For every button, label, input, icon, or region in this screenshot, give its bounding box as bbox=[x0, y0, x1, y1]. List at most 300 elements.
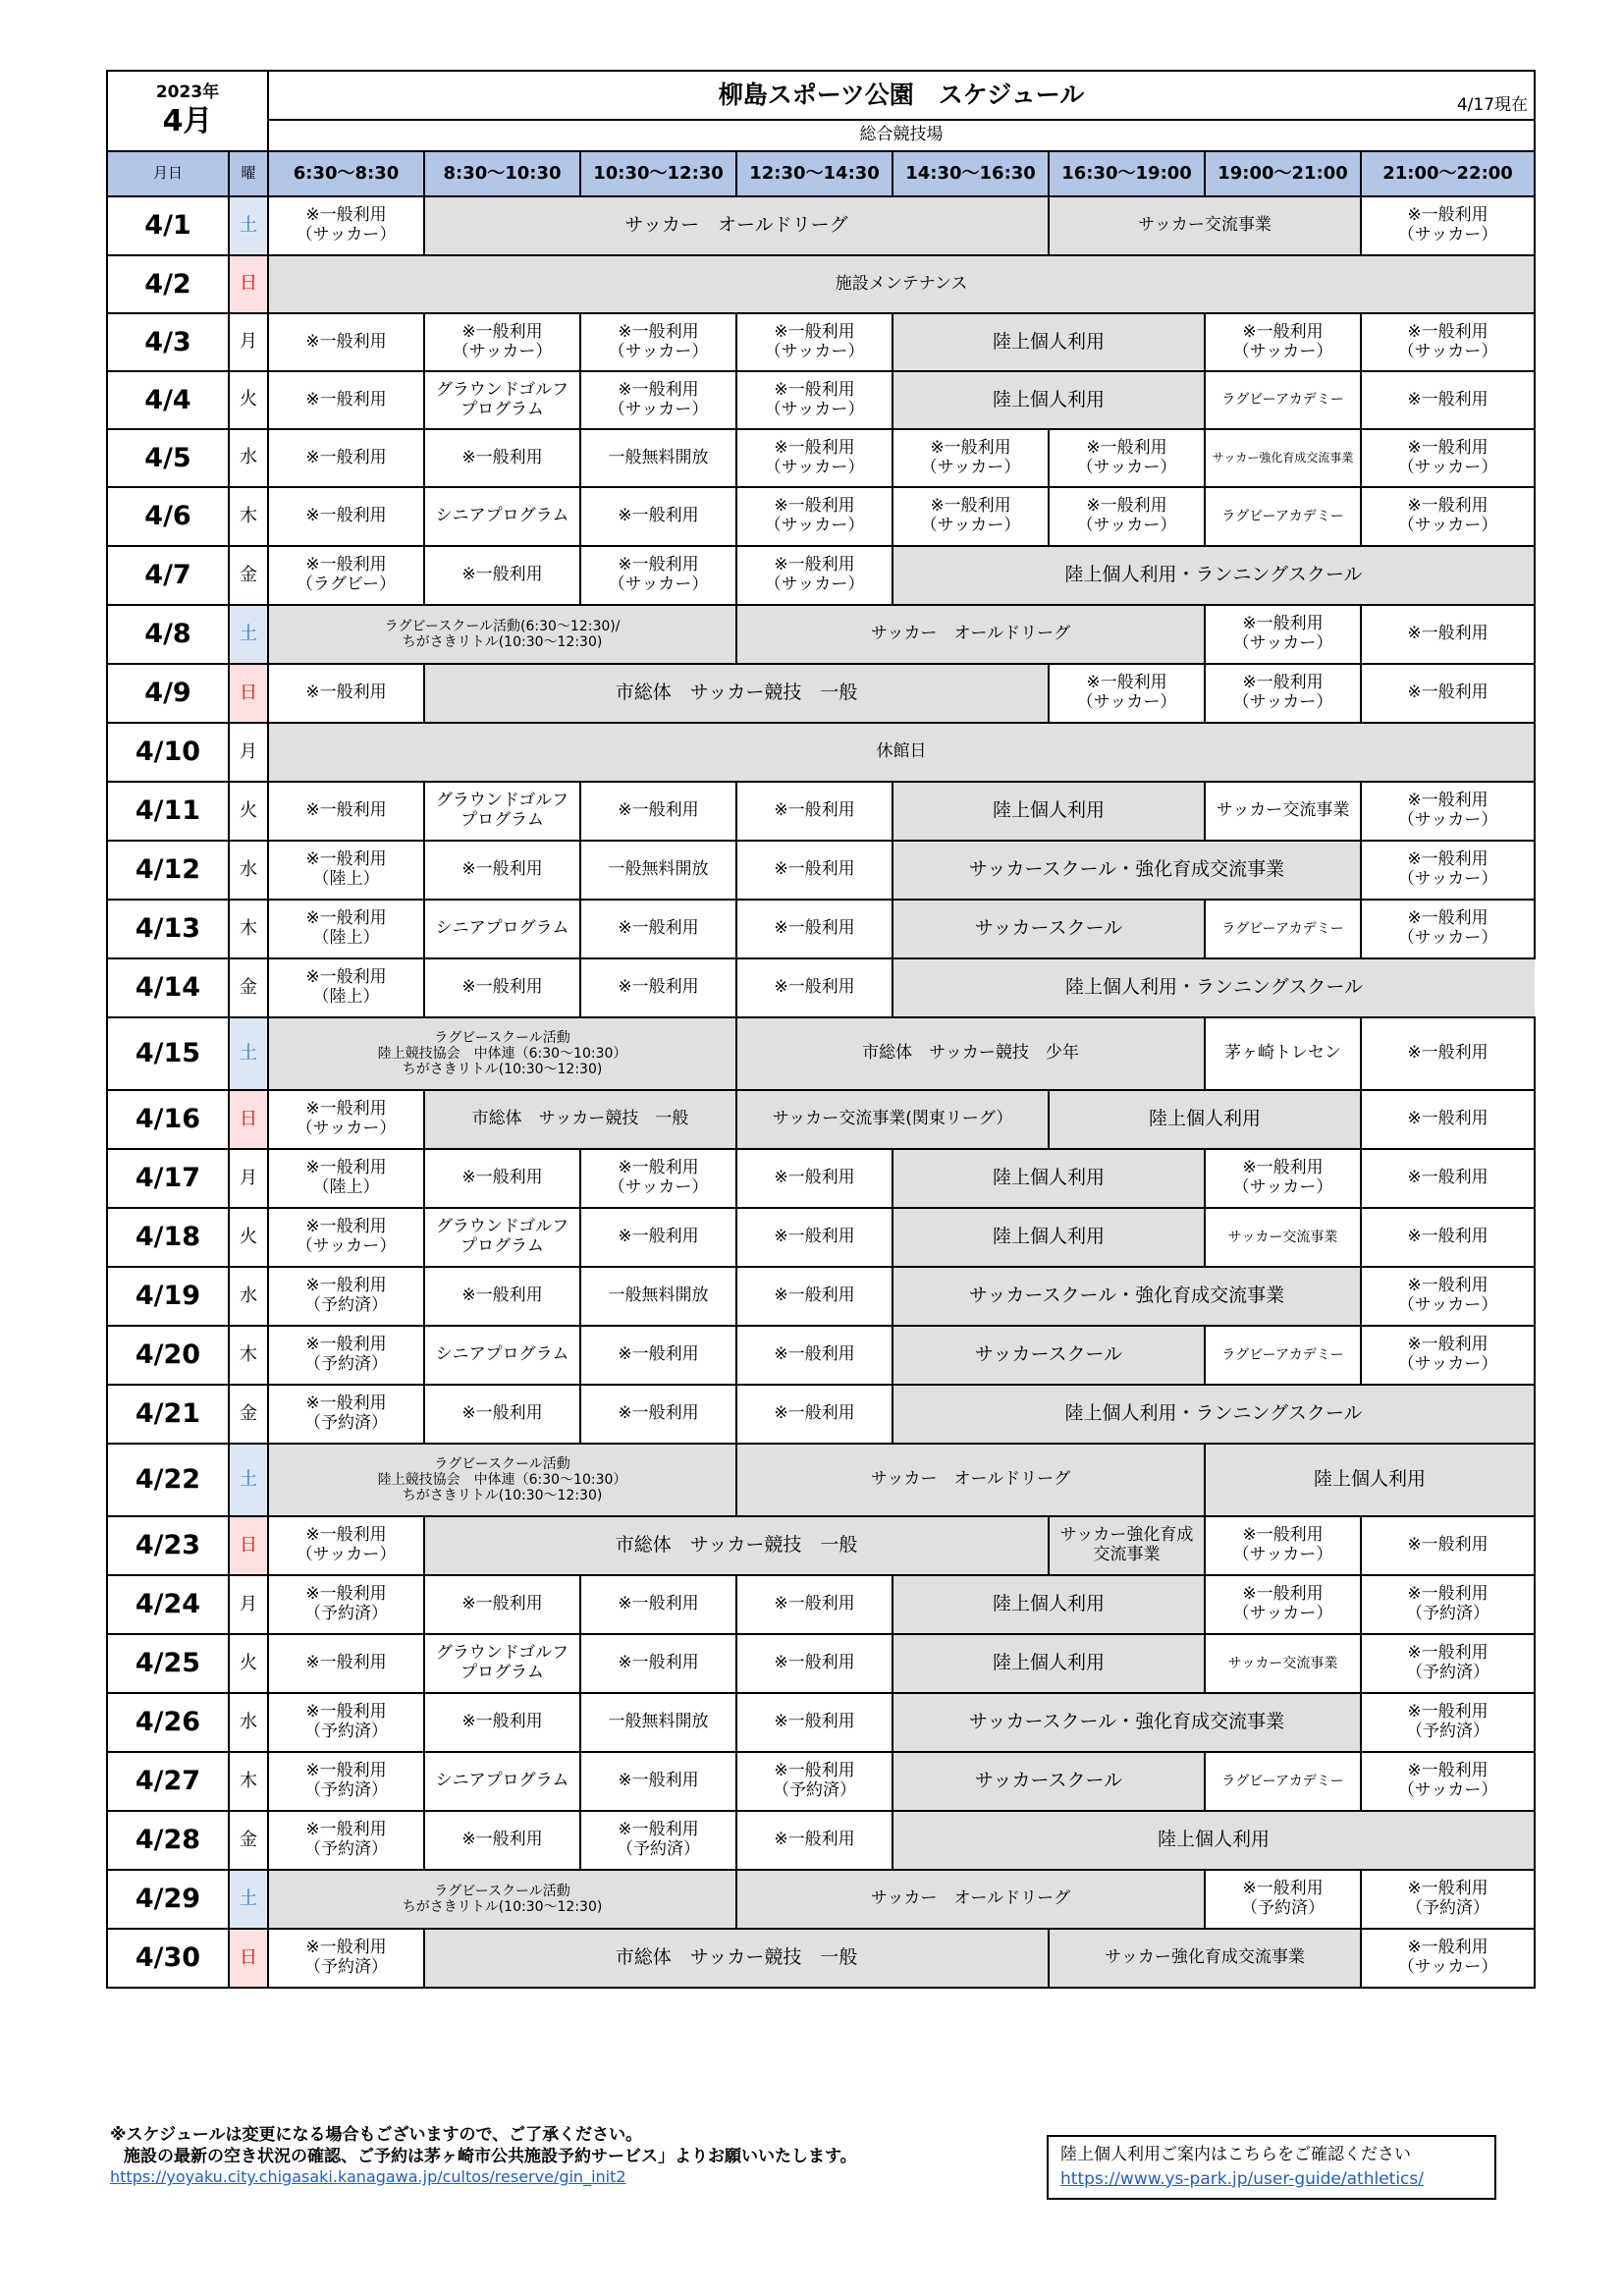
cell-text: ※一般利用 bbox=[618, 1158, 699, 1178]
schedule-cell bbox=[736, 1811, 893, 1870]
schedule-cell bbox=[268, 958, 424, 1017]
notes bbox=[110, 2124, 857, 2188]
schedule-cell bbox=[893, 1326, 1205, 1385]
cell-text: （予約済） bbox=[304, 1354, 389, 1374]
row-weekday: 日 bbox=[229, 255, 268, 313]
cell-text: ※一般利用 bbox=[618, 555, 699, 575]
schedule-cell bbox=[1205, 429, 1361, 487]
schedule-cell bbox=[1205, 313, 1361, 371]
schedule-cell bbox=[1361, 1090, 1535, 1149]
schedule-cell bbox=[893, 1149, 1205, 1208]
cell-text: （サッカー） bbox=[920, 516, 1021, 535]
row-date: 4/22 bbox=[107, 1444, 229, 1516]
cell-text: ※一般利用 bbox=[774, 1227, 855, 1247]
cell-text: （サッカー） bbox=[1232, 341, 1333, 361]
cell-text: ※一般利用 bbox=[305, 1276, 387, 1296]
cell-text: （予約済） bbox=[304, 1780, 389, 1800]
cell-text: （サッカー） bbox=[1397, 225, 1498, 245]
schedule-cell bbox=[268, 1929, 424, 1988]
schedule-cell bbox=[424, 1752, 580, 1811]
cell-text: サッカースクール bbox=[974, 917, 1123, 940]
cell-text: （予約済） bbox=[1406, 1898, 1490, 1918]
page-title bbox=[268, 71, 1535, 120]
cell-text: ※一般利用 bbox=[774, 1344, 855, 1365]
schedule-cell bbox=[736, 1693, 893, 1752]
schedule-cell bbox=[1361, 1575, 1535, 1634]
year-label: 2023年 bbox=[155, 82, 220, 102]
schedule-cell bbox=[736, 487, 893, 546]
cell-text: （サッカー） bbox=[296, 1545, 397, 1564]
cell-text: ※一般利用 bbox=[305, 555, 387, 575]
row-date: 4/1 bbox=[107, 196, 229, 255]
cell-text: プログラム bbox=[460, 1236, 544, 1256]
schedule-cell bbox=[268, 1208, 424, 1267]
schedule-cell bbox=[268, 841, 424, 900]
row-weekday: 月 bbox=[229, 1575, 268, 1634]
row-weekday: 水 bbox=[229, 1267, 268, 1326]
row-date: 4/4 bbox=[107, 371, 229, 429]
schedule-cell bbox=[268, 1149, 424, 1208]
cell-text: ※一般利用 bbox=[461, 859, 543, 880]
cell-text: サッカー交流事業(関東リーグ） bbox=[772, 1109, 1013, 1129]
row-date: 4/9 bbox=[107, 664, 229, 723]
cell-text: ラグビースクール活動(6:30～12:30)/ bbox=[384, 618, 621, 634]
cell-text: 陸上競技協会 中体連（6:30～10:30） bbox=[377, 1045, 627, 1062]
row-weekday: 火 bbox=[229, 782, 268, 841]
schedule-cell bbox=[268, 429, 424, 487]
schedule-cell bbox=[580, 487, 736, 546]
cell-text: 市総体 サッカー競技 一般 bbox=[615, 1946, 858, 1969]
cell-text: ※一般利用 bbox=[774, 859, 855, 880]
schedule-cell bbox=[580, 429, 736, 487]
schedule-cell bbox=[580, 900, 736, 958]
schedule-row bbox=[107, 196, 1535, 255]
cell-text: サッカー交流事業 bbox=[1138, 215, 1271, 236]
cell-text: ※一般利用 bbox=[1407, 1276, 1488, 1296]
schedule-cell bbox=[1205, 900, 1361, 958]
note-change-warning: ※スケジュールは変更になる場合もございますので、ご了承ください。 bbox=[110, 2125, 643, 2145]
schedule-cell bbox=[893, 1575, 1205, 1634]
schedule-cell bbox=[1205, 664, 1361, 723]
schedule-cell bbox=[424, 487, 580, 546]
cell-text: ※一般利用 bbox=[461, 1830, 543, 1850]
cell-text: ※一般利用 bbox=[618, 918, 699, 939]
row-date: 4/28 bbox=[107, 1811, 229, 1870]
cell-text: ※一般利用 bbox=[305, 967, 387, 988]
cell-text: サッカースクール・強化育成交流事業 bbox=[968, 858, 1285, 881]
cell-text: （サッカー） bbox=[1397, 928, 1498, 948]
schedule-cell bbox=[893, 1811, 1535, 1870]
cell-text: （サッカー） bbox=[608, 574, 709, 594]
schedule-cell bbox=[1205, 782, 1361, 841]
schedule-cell bbox=[580, 1149, 736, 1208]
cell-text: ※一般利用 bbox=[1407, 205, 1488, 226]
col-header-slot: 12:30～14:30 bbox=[736, 151, 893, 196]
schedule-cell bbox=[893, 1208, 1205, 1267]
schedule-cell bbox=[424, 196, 1049, 255]
cell-text: 一般無料開放 bbox=[608, 859, 709, 880]
row-weekday: 火 bbox=[229, 371, 268, 429]
cell-text: （陸上） bbox=[312, 928, 380, 948]
cell-text: 休館日 bbox=[876, 741, 927, 762]
cell-text: ※一般利用 bbox=[461, 1594, 543, 1614]
cell-text: ※一般利用 bbox=[1407, 1535, 1488, 1556]
col-header-slot: 6:30～8:30 bbox=[268, 151, 424, 196]
cell-text: （予約済） bbox=[304, 1604, 389, 1623]
cell-text: （予約済） bbox=[1241, 1898, 1325, 1918]
cell-text: ※一般利用 bbox=[618, 321, 699, 342]
row-weekday: 金 bbox=[229, 1811, 268, 1870]
cell-text: ※一般利用 bbox=[305, 447, 387, 467]
cell-text: ※一般利用 bbox=[618, 1820, 699, 1840]
schedule-cell bbox=[736, 1267, 893, 1326]
cell-text: ※一般利用 bbox=[305, 1335, 387, 1355]
cell-text: （予約済） bbox=[304, 1295, 389, 1315]
schedule-cell bbox=[268, 255, 1535, 313]
schedule-row bbox=[107, 1929, 1535, 1988]
cell-text: ラグビーアカデミー bbox=[1221, 508, 1344, 524]
cell-text: ※一般利用 bbox=[774, 1594, 855, 1614]
schedule-cell bbox=[424, 1090, 736, 1149]
schedule-cell bbox=[893, 313, 1205, 371]
schedule-cell bbox=[1049, 1090, 1361, 1149]
col-header-date: 月日 bbox=[107, 151, 229, 196]
schedule-cell bbox=[893, 782, 1205, 841]
row-date: 4/3 bbox=[107, 313, 229, 371]
schedule-row bbox=[107, 1575, 1535, 1634]
cell-text: ※一般利用 bbox=[305, 1820, 387, 1840]
athletics-info-link[interactable]: https://www.ys-park.jp/user-guide/athletics/ bbox=[1060, 2168, 1424, 2189]
schedule-cell bbox=[424, 313, 580, 371]
cell-text: （サッカー） bbox=[608, 399, 709, 419]
cell-text: ※一般利用 bbox=[305, 205, 387, 226]
cell-text: （サッカー） bbox=[1232, 692, 1333, 712]
schedule-cell bbox=[736, 605, 1205, 664]
cell-text: ※一般利用 bbox=[774, 1168, 855, 1188]
cell-text: サッカー オールドリーグ bbox=[624, 214, 848, 237]
cell-text: ※一般利用 bbox=[618, 1344, 699, 1365]
col-header-slot: 14:30～16:30 bbox=[893, 151, 1049, 196]
cell-text: 陸上個人利用 bbox=[993, 330, 1106, 353]
cell-text: ※一般利用 bbox=[774, 379, 855, 400]
schedule-cell bbox=[1361, 1634, 1535, 1693]
schedule-cell bbox=[268, 1811, 424, 1870]
cell-text: サッカー強化育成交流事業 bbox=[1212, 450, 1354, 465]
schedule-cell bbox=[580, 958, 736, 1017]
schedule-cell bbox=[268, 1870, 736, 1929]
schedule-cell bbox=[424, 958, 580, 1017]
cell-text: シニアプログラム bbox=[435, 918, 569, 939]
cell-text: ※一般利用 bbox=[618, 1227, 699, 1247]
row-date: 4/21 bbox=[107, 1385, 229, 1444]
schedule-cell bbox=[893, 1385, 1535, 1444]
schedule-cell bbox=[1361, 487, 1535, 546]
schedule-row bbox=[107, 1693, 1535, 1752]
schedule-row bbox=[107, 664, 1535, 723]
schedule-cell bbox=[424, 1811, 580, 1870]
schedule-cell bbox=[1205, 1634, 1361, 1693]
cell-text: ※一般利用 bbox=[774, 555, 855, 575]
cell-text: ※一般利用 bbox=[461, 1403, 543, 1424]
cell-text: （サッカー） bbox=[1232, 633, 1333, 653]
cell-text: ※一般利用 bbox=[774, 1761, 855, 1781]
cell-text: （サッカー） bbox=[1232, 1604, 1333, 1623]
title-text: 柳島スポーツ公園 スケジュール bbox=[718, 80, 1085, 109]
cell-text: グラウンドゴルフ bbox=[435, 1643, 569, 1664]
cell-text: （サッカー） bbox=[764, 574, 865, 594]
row-weekday: 金 bbox=[229, 958, 268, 1017]
schedule-cell bbox=[424, 1385, 580, 1444]
cell-text: （サッカー） bbox=[764, 457, 865, 477]
schedule-cell bbox=[1361, 1267, 1535, 1326]
cell-text: ※一般利用 bbox=[461, 1712, 543, 1732]
schedule-cell bbox=[1361, 1929, 1535, 1988]
cell-text: ※一般利用 bbox=[1407, 1938, 1488, 1958]
schedule-cell bbox=[893, 841, 1361, 900]
cell-text: 陸上個人利用 bbox=[993, 388, 1106, 410]
row-weekday: 月 bbox=[229, 1149, 268, 1208]
row-date: 4/14 bbox=[107, 958, 229, 1017]
row-weekday: 土 bbox=[229, 196, 268, 255]
schedule-cell bbox=[268, 196, 424, 255]
row-weekday: 木 bbox=[229, 487, 268, 546]
col-header-dow: 曜 bbox=[229, 151, 268, 196]
cell-text: 市総体 サッカー競技 少年 bbox=[862, 1043, 1079, 1064]
schedule-cell bbox=[1361, 605, 1535, 664]
schedule-cell bbox=[424, 429, 580, 487]
cell-text: （サッカー） bbox=[296, 225, 397, 245]
cell-text: ※一般利用 bbox=[1242, 321, 1324, 342]
row-weekday: 木 bbox=[229, 1326, 268, 1385]
cell-text: ※一般利用 bbox=[1407, 1702, 1488, 1722]
cell-text: サッカー交流事業 bbox=[1216, 800, 1350, 821]
cell-text: ※一般利用 bbox=[618, 1403, 699, 1424]
row-weekday: 日 bbox=[229, 664, 268, 723]
schedule-cell bbox=[736, 1634, 893, 1693]
schedule-cell bbox=[268, 1090, 424, 1149]
cell-text: ※一般利用 bbox=[1086, 673, 1167, 693]
cell-text: ※一般利用 bbox=[618, 506, 699, 526]
schedule-cell bbox=[1361, 1693, 1535, 1752]
cell-text: プログラム bbox=[460, 1663, 544, 1682]
cell-text: ※一般利用 bbox=[305, 1938, 387, 1958]
cell-text: ※一般利用 bbox=[305, 389, 387, 410]
cell-text: 陸上個人利用 bbox=[993, 1593, 1106, 1615]
schedule-cell bbox=[424, 371, 580, 429]
schedule-cell bbox=[736, 900, 893, 958]
cell-text: ※一般利用 bbox=[305, 683, 387, 703]
row-weekday: 土 bbox=[229, 1017, 268, 1090]
schedule-cell bbox=[1049, 664, 1205, 723]
cell-text: （サッカー） bbox=[296, 1236, 397, 1256]
row-date: 4/24 bbox=[107, 1575, 229, 1634]
cell-text: （サッカー） bbox=[764, 399, 865, 419]
col-header-slot: 19:00～21:00 bbox=[1205, 151, 1361, 196]
schedule-cell bbox=[1049, 429, 1205, 487]
cell-text: ※一般利用 bbox=[774, 1653, 855, 1673]
schedule-cell bbox=[268, 1267, 424, 1326]
cell-text: ※一般利用 bbox=[305, 1761, 387, 1781]
schedule-cell bbox=[736, 1385, 893, 1444]
cell-text: （予約済） bbox=[1406, 1604, 1490, 1623]
cell-text: ラグビースクール活動 bbox=[434, 1883, 570, 1899]
schedule-cell bbox=[736, 1017, 1205, 1090]
cell-text: ちがさきリトル(10:30～12:30) bbox=[402, 1488, 603, 1504]
schedule-cell bbox=[1361, 1326, 1535, 1385]
schedule-cell bbox=[1049, 487, 1205, 546]
cell-text: ※一般利用 bbox=[461, 977, 543, 998]
cell-text: ※一般利用 bbox=[774, 437, 855, 458]
cell-text: ※一般利用 bbox=[305, 506, 387, 526]
cell-text: ※一般利用 bbox=[774, 1403, 855, 1424]
schedule-row bbox=[107, 429, 1535, 487]
cell-text: サッカースクール・強化育成交流事業 bbox=[968, 1711, 1285, 1733]
cell-text: 陸上個人利用 bbox=[993, 1167, 1106, 1189]
schedule-cell bbox=[268, 723, 1535, 782]
cell-text: 施設メンテナンス bbox=[835, 273, 968, 294]
schedule-cell bbox=[268, 1634, 424, 1693]
cell-text: 市総体 サッカー競技 一般 bbox=[615, 682, 858, 704]
schedule-cell bbox=[580, 782, 736, 841]
schedule-cell bbox=[1361, 429, 1535, 487]
schedule-cell bbox=[736, 1090, 1049, 1149]
schedule-cell bbox=[268, 1385, 424, 1444]
cell-text: （陸上） bbox=[312, 987, 380, 1007]
schedule-cell bbox=[1361, 1017, 1535, 1090]
cell-text: 陸上個人利用 bbox=[1158, 1829, 1271, 1851]
schedule-cell bbox=[580, 1693, 736, 1752]
schedule-cell bbox=[580, 313, 736, 371]
cell-text: ※一般利用 bbox=[305, 1653, 387, 1673]
schedule-row bbox=[107, 1017, 1535, 1090]
row-date: 4/18 bbox=[107, 1208, 229, 1267]
schedule-cell bbox=[268, 1575, 424, 1634]
schedule-cell bbox=[268, 313, 424, 371]
schedule-cell bbox=[580, 1326, 736, 1385]
schedule-cell bbox=[424, 841, 580, 900]
row-date: 4/10 bbox=[107, 723, 229, 782]
cell-text: ※一般利用 bbox=[305, 1099, 387, 1120]
schedule-cell bbox=[736, 841, 893, 900]
col-header-slot: 21:00～22:00 bbox=[1361, 151, 1535, 196]
row-weekday: 水 bbox=[229, 429, 268, 487]
cell-text: シニアプログラム bbox=[435, 1344, 569, 1365]
cell-text: ※一般利用 bbox=[774, 1830, 855, 1850]
cell-text: ※一般利用 bbox=[1407, 1168, 1488, 1188]
cell-text: 交流事業 bbox=[1093, 1545, 1161, 1564]
schedule-cell bbox=[268, 900, 424, 958]
schedule-row bbox=[107, 841, 1535, 900]
schedule-cell bbox=[424, 782, 580, 841]
cell-text: グラウンドゴルフ bbox=[435, 379, 569, 400]
cell-text: サッカースクール・強化育成交流事業 bbox=[968, 1285, 1285, 1307]
cell-text: ラグビーアカデミー bbox=[1221, 1346, 1344, 1363]
cell-text: ※一般利用 bbox=[461, 447, 543, 467]
schedule-cell bbox=[1205, 1326, 1361, 1385]
cell-text: （サッカー） bbox=[1397, 810, 1498, 830]
cell-text: 一般無料開放 bbox=[608, 1712, 709, 1732]
cell-text: ※一般利用 bbox=[1086, 496, 1167, 517]
cell-text: サッカー強化育成 bbox=[1059, 1525, 1194, 1546]
venue-label: 総合競技場 bbox=[268, 120, 1535, 151]
cell-text: ※一般利用 bbox=[1242, 1879, 1324, 1899]
cell-text: ※一般利用 bbox=[1407, 683, 1488, 703]
cell-text: （予約済） bbox=[304, 1722, 389, 1741]
cell-text: ※一般利用 bbox=[618, 1771, 699, 1791]
schedule-cell bbox=[580, 371, 736, 429]
cell-text: ラグビースクール活動 bbox=[434, 1455, 570, 1472]
cell-text: ※一般利用 bbox=[618, 977, 699, 998]
schedule-cell bbox=[1361, 1752, 1535, 1811]
row-date: 4/20 bbox=[107, 1326, 229, 1385]
row-weekday: 火 bbox=[229, 1634, 268, 1693]
row-weekday: 金 bbox=[229, 1385, 268, 1444]
schedule-cell bbox=[1205, 1017, 1361, 1090]
cell-text: ※一般利用 bbox=[774, 1712, 855, 1732]
schedule-row bbox=[107, 1385, 1535, 1444]
cell-text: ※一般利用 bbox=[461, 1168, 543, 1188]
cell-text: （予約済） bbox=[304, 1839, 389, 1859]
cell-text: 一般無料開放 bbox=[608, 1285, 709, 1306]
schedule-cell bbox=[424, 1326, 580, 1385]
schedule-cell bbox=[893, 1693, 1361, 1752]
cell-text: ※一般利用 bbox=[1407, 1643, 1488, 1664]
athletics-info-box bbox=[1047, 2135, 1496, 2200]
cell-text: （サッカー） bbox=[764, 516, 865, 535]
schedule-row bbox=[107, 958, 1535, 1017]
schedule-cell bbox=[1205, 605, 1361, 664]
cell-text: （予約済） bbox=[1406, 1663, 1490, 1682]
cell-text: 陸上個人利用 bbox=[1149, 1108, 1262, 1130]
reservation-link[interactable]: https://yoyaku.city.chigasaki.kanagawa.jp/cultos/reserve/gin_init2 bbox=[110, 2167, 626, 2187]
cell-text: （サッカー） bbox=[1076, 692, 1177, 712]
schedule-row bbox=[107, 1090, 1535, 1149]
cell-text: サッカー オールドリーグ bbox=[870, 624, 1071, 644]
row-weekday: 金 bbox=[229, 546, 268, 605]
cell-text: （サッカー） bbox=[1232, 1177, 1333, 1197]
cell-text: サッカー交流事業 bbox=[1227, 1229, 1338, 1245]
cell-text: （サッカー） bbox=[1397, 1957, 1498, 1977]
schedule-row bbox=[107, 900, 1535, 958]
cell-text: ※一般利用 bbox=[1407, 624, 1488, 644]
row-weekday: 水 bbox=[229, 1693, 268, 1752]
row-weekday: 火 bbox=[229, 1208, 268, 1267]
cell-text: 市総体 サッカー競技 一般 bbox=[471, 1109, 689, 1129]
schedule-cell bbox=[893, 429, 1049, 487]
schedule-cell bbox=[893, 900, 1205, 958]
row-weekday: 水 bbox=[229, 841, 268, 900]
cell-text: （サッカー） bbox=[296, 1119, 397, 1138]
cell-text: 陸上競技協会 中体連（6:30～10:30） bbox=[377, 1471, 627, 1488]
cell-text: 陸上個人利用 bbox=[993, 1652, 1106, 1674]
col-header-slot: 10:30～12:30 bbox=[580, 151, 736, 196]
schedule-cell bbox=[1205, 1870, 1361, 1929]
row-weekday: 月 bbox=[229, 313, 268, 371]
schedule-cell bbox=[424, 1634, 580, 1693]
cell-text: （サッカー） bbox=[1397, 516, 1498, 535]
schedule-cell bbox=[1205, 371, 1361, 429]
schedule-row bbox=[107, 1208, 1535, 1267]
schedule-cell bbox=[580, 841, 736, 900]
schedule-cell bbox=[736, 1149, 893, 1208]
row-date: 4/7 bbox=[107, 546, 229, 605]
schedule-cell bbox=[736, 1752, 893, 1811]
row-date: 4/6 bbox=[107, 487, 229, 546]
row-date: 4/11 bbox=[107, 782, 229, 841]
cell-text: ※一般利用 bbox=[461, 1285, 543, 1306]
schedule-cell bbox=[736, 1575, 893, 1634]
cell-text: グラウンドゴルフ bbox=[435, 791, 569, 811]
